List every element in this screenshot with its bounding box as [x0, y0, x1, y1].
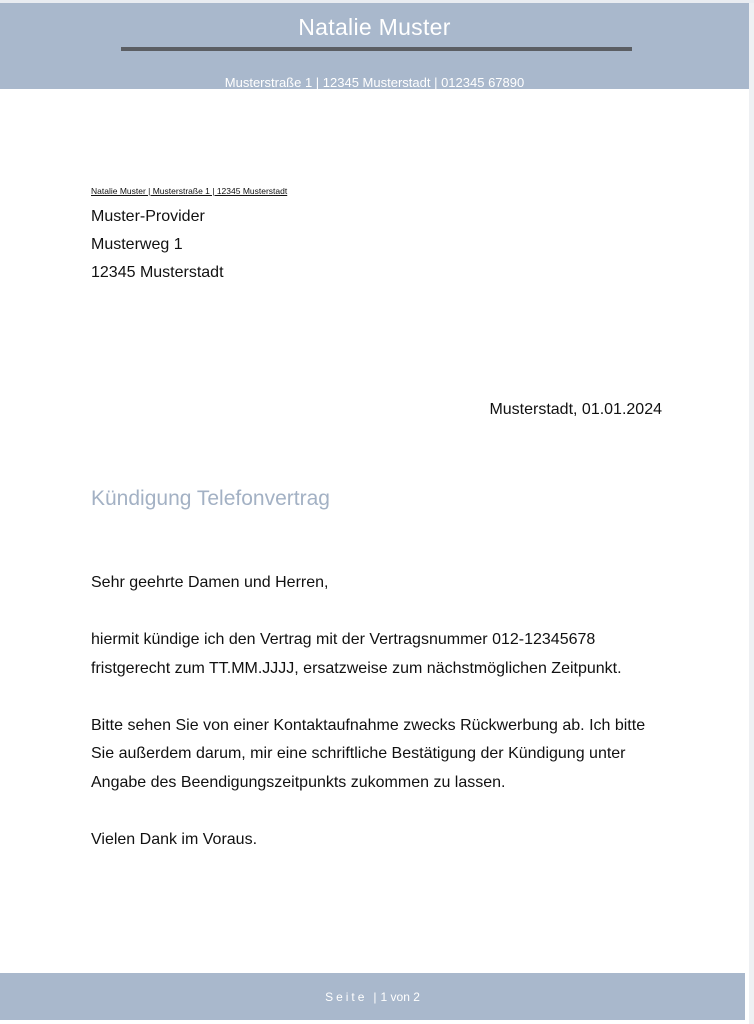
footer-separator: |	[373, 989, 377, 1004]
recipient-city: 12345 Musterstadt	[91, 264, 224, 281]
recipient-street: Musterweg 1	[91, 236, 183, 253]
recipient-address	[91, 203, 224, 287]
paragraph-termination: hiermit kündige ich den Vertrag mit der Vertragsnummer 012-12345678 fristgerecht zum TT.MM.JJJJ, ersatzweise zum nächstmöglichen Zeitpunkt.	[91, 631, 622, 677]
letter-body	[91, 569, 671, 883]
letterhead-header	[0, 3, 749, 89]
sender-return-address: Natalie Muster | Musterstraße 1 | 12345 Musterstadt	[91, 186, 288, 196]
footer-page-number: 1 von 2	[380, 989, 420, 1004]
header-divider	[121, 47, 632, 51]
letter-subject: Kündigung Telefonvertrag	[91, 487, 330, 510]
salutation: Sehr geehrte Damen und Herren,	[91, 574, 329, 591]
letter-date: Musterstadt, 01.01.2024	[489, 401, 662, 418]
header-name: Natalie Muster	[298, 14, 451, 40]
closing-line: Vielen Dank im Voraus.	[91, 830, 258, 848]
header-address: Musterstraße 1 | 12345 Musterstadt | 012345 67890	[224, 75, 525, 89]
page-right-edge	[749, 3, 754, 1024]
page-footer	[0, 973, 745, 1020]
footer-page-word: Seite	[325, 989, 368, 1004]
recipient-company: Muster-Provider	[91, 208, 205, 225]
paragraph-confirmation-request: Bitte sehen Sie von einer Kontaktaufnahme zwecks Rückwerbung ab. Ich bitte Sie außerdem darum, mir eine schriftliche Bestätigung der Kündigung unter Angabe des Beendigungszeitpunkts zukommen zu lassen.	[91, 716, 646, 791]
